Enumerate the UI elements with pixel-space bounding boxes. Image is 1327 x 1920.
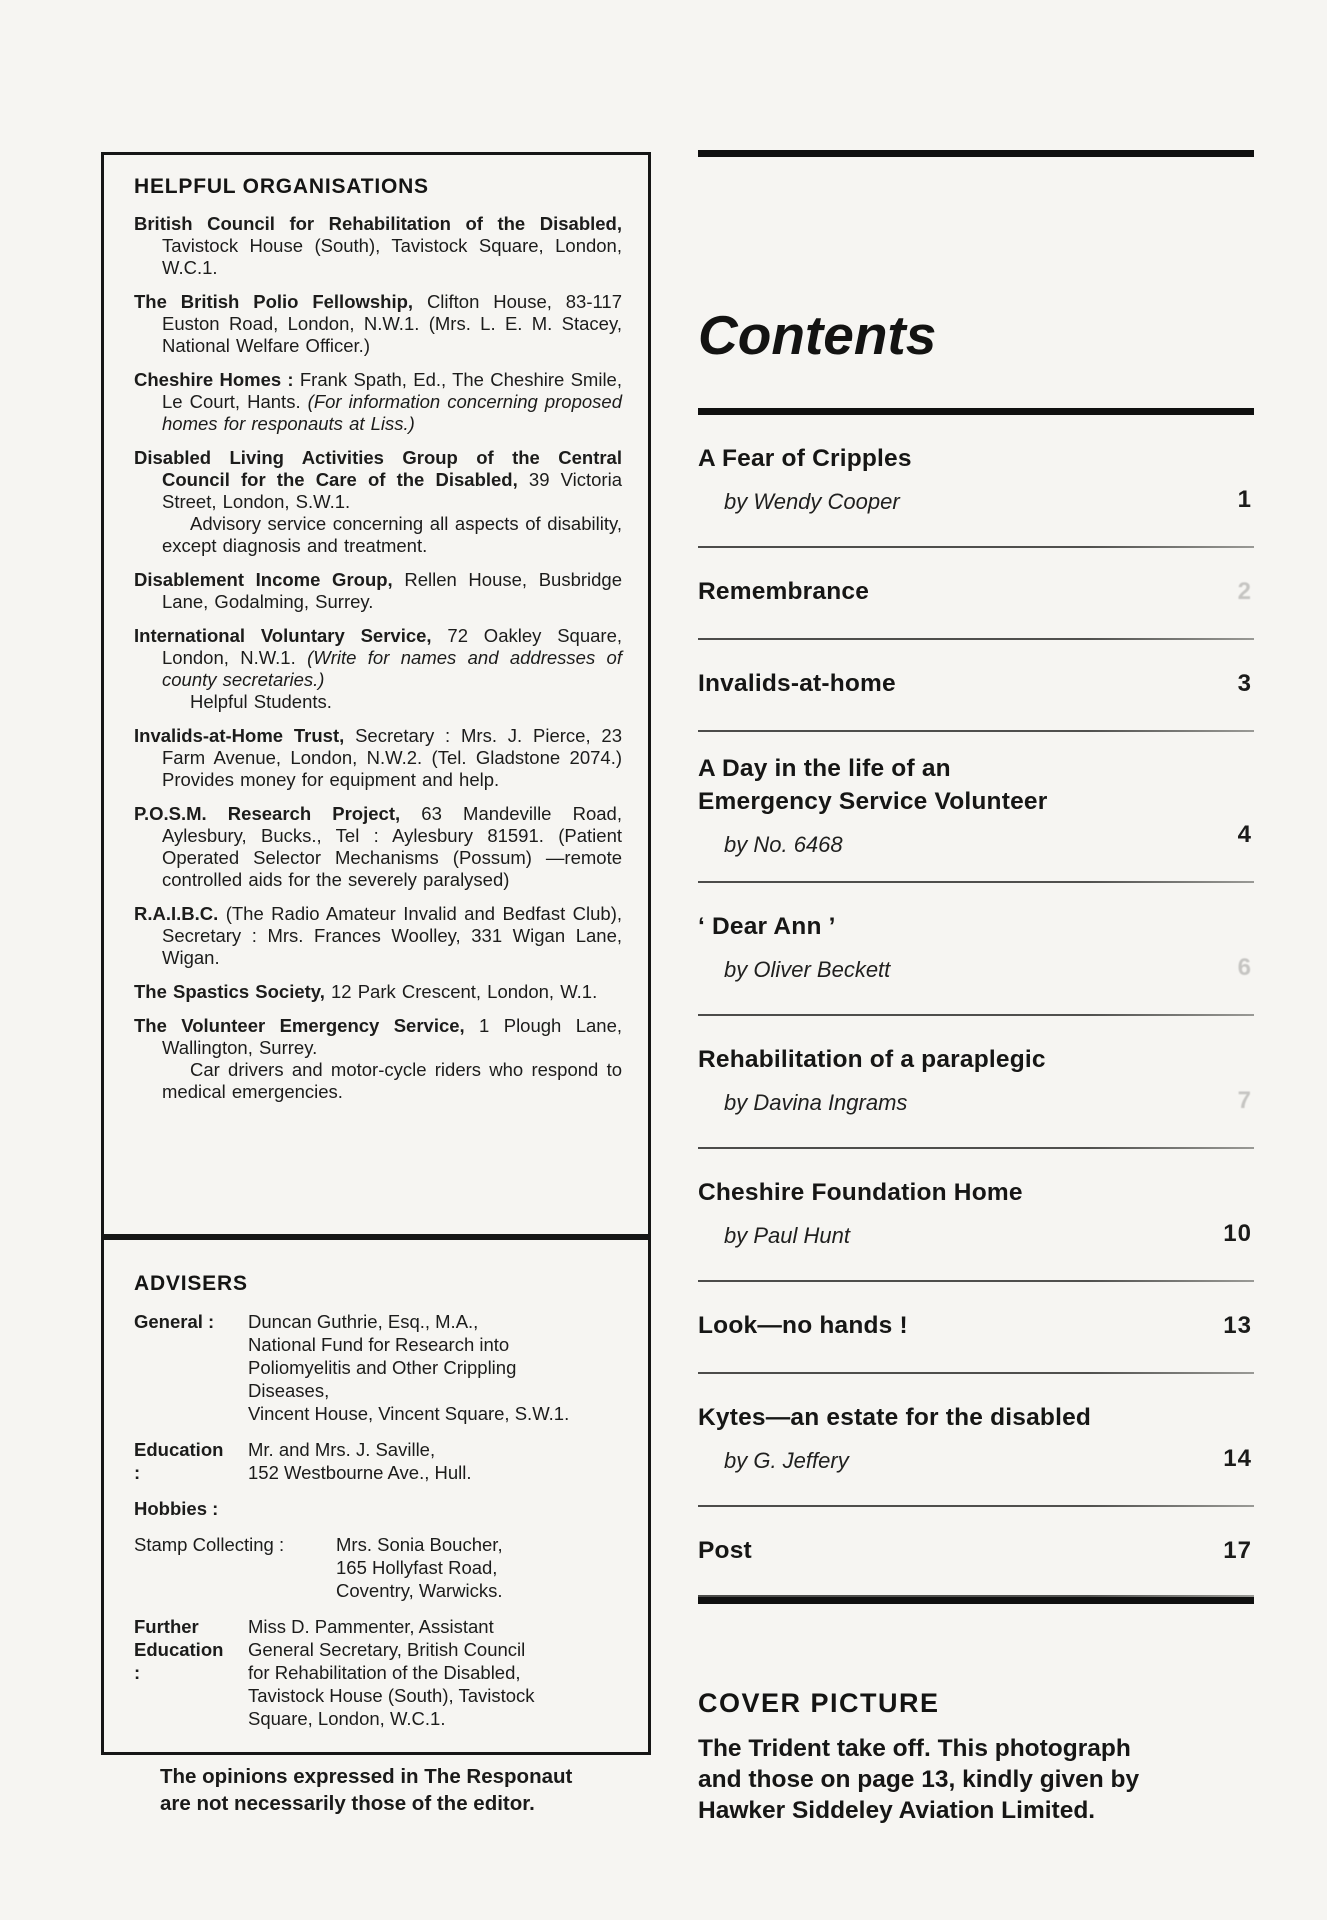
organisation-text (134, 803, 622, 891)
adviser-role-label (134, 1615, 234, 1730)
adviser-row (134, 1438, 622, 1484)
advisers-list (134, 1310, 622, 1730)
organisation-detail: Frank Spath, Ed., The Cheshire Smile, Le Court, Hants. (162, 369, 622, 412)
organisation-text (134, 447, 622, 513)
organisation-detail: 72 Oakley Square, London, N.W.1. (162, 625, 622, 668)
organisation-detail: Tavistock House (South), Tavistock Square, London, W.C.1. (162, 235, 622, 278)
toc-entry-title: A Day in the life of an (698, 755, 951, 782)
organisation-entry (134, 291, 622, 357)
toc-entry (698, 548, 1254, 640)
adviser-row (134, 1533, 622, 1602)
adviser-detail-line: Coventry, Warwicks. (336, 1580, 503, 1601)
organisation-detail: 63 Mandeville Road, Aylesbury, Bucks., Tel : Aylesbury 81591. (Patient Operated Selector Mechanisms (Possum) —remote controlled aids for the severely paralysed) (162, 803, 622, 890)
editor-disclaimer-line: The opinions expressed in The Responaut (160, 1765, 573, 1788)
organisation-entry (134, 369, 622, 435)
organisation-entry (134, 625, 622, 713)
organisation-text (134, 1015, 622, 1059)
adviser-role-line: Hobbies : (134, 1498, 219, 1519)
organisation-name: The Volunteer Emergency Service, (134, 1015, 465, 1036)
organisation-entry (134, 981, 622, 1003)
top-rule (698, 150, 1254, 157)
organisation-detail: Secretary : Mrs. J. Pierce, 23 Farm Avenue, London, N.W.2. (Tel. Gladstone 2074.) Provides money for equipment and help. (162, 725, 622, 790)
organisation-name: Invalids-at-Home Trust, (134, 725, 345, 746)
organisation-name: International Voluntary Service, (134, 625, 432, 646)
contents-title: Contents (698, 304, 937, 366)
toc-entry (698, 1282, 1254, 1374)
toc-entry-page-number: 10 (1223, 1220, 1252, 1247)
organisation-detail: (Write for names and addresses of county secretaries.) (162, 647, 622, 690)
organisation-detail: 1 Plough Lane, Wallington, Surrey. (162, 1015, 622, 1058)
organisation-name: The Spastics Society, (134, 981, 325, 1002)
adviser-detail-line: Mr. and Mrs. J. Saville, (248, 1439, 436, 1460)
organisation-text (134, 213, 622, 279)
toc-entry-author: by Paul Hunt (724, 1223, 850, 1248)
toc-entry-title: Post (698, 1537, 752, 1564)
organisation-entry (134, 213, 622, 279)
organisation-text (134, 725, 622, 791)
adviser-details (248, 1438, 622, 1484)
organisation-text (134, 903, 622, 969)
adviser-detail-line: General Secretary, British Council (248, 1639, 526, 1660)
organisation-detail: (The Radio Amateur Invalid and Bedfast Club), Secretary : Mrs. Frances Woolley, 331 Wigan Lane, Wigan. (162, 903, 622, 968)
adviser-detail-line: 165 Hollyfast Road, (336, 1557, 498, 1578)
adviser-details (248, 1497, 622, 1520)
organisation-detail: Rellen House, Busbridge Lane, Godalming, Surrey. (162, 569, 622, 612)
adviser-row (134, 1615, 622, 1730)
toc-entry-title: ‘ Dear Ann ’ (698, 913, 836, 940)
cover-picture-section (698, 1688, 1254, 1826)
organisation-text (134, 691, 622, 713)
adviser-role-line: Further (134, 1616, 199, 1637)
toc-entry-author: by No. 6468 (724, 832, 843, 857)
toc-entry (698, 415, 1254, 548)
toc-entry (698, 640, 1254, 732)
adviser-role-line: Education : (134, 1439, 224, 1483)
organisation-text (134, 569, 622, 613)
organisation-name: Disabled Living Activities Group of the Central Council for the Care of the Disabled, (134, 447, 622, 490)
organisation-text (134, 291, 622, 357)
adviser-detail-line: 152 Westbourne Ave., Hull. (248, 1462, 472, 1483)
organisation-entry (134, 725, 622, 791)
organisation-entry (134, 1015, 622, 1103)
toc-entry-page-number: 1 (1237, 486, 1252, 513)
organisation-detail: Car drivers and motor-cycle riders who respond to medical emergencies. (162, 1059, 622, 1102)
contents-column (698, 150, 1254, 1826)
organisation-entry (134, 569, 622, 613)
toc-entry-title: Invalids-at-home (698, 670, 896, 697)
toc-entry-title: Emergency Service Volunteer (698, 788, 1048, 815)
adviser-detail-line: Tavistock House (South), Tavistock (248, 1685, 535, 1706)
adviser-row (134, 1310, 622, 1425)
organisation-name: Disablement Income Group, (134, 569, 393, 590)
adviser-detail-line: National Fund for Research into (248, 1334, 510, 1355)
editor-disclaimer (160, 1763, 572, 1817)
cover-caption-line: and those on page 13, kindly given by (698, 1766, 1140, 1793)
cover-caption-line: The Trident take off. This photograph (698, 1735, 1131, 1762)
adviser-detail-line: for Rehabilitation of the Disabled, (248, 1662, 521, 1683)
organisation-detail: 12 Park Crescent, London, W.1. (324, 981, 598, 1002)
cover-caption-line: Hawker Siddeley Aviation Limited. (698, 1797, 1096, 1824)
adviser-detail-line: Poliomyelitis and Other Crippling (248, 1357, 517, 1378)
toc-entry-title: Kytes—an estate for the disabled (698, 1404, 1092, 1431)
adviser-role-line: Stamp Collecting : (134, 1534, 285, 1555)
adviser-details (336, 1533, 622, 1602)
adviser-detail-line: Square, London, W.C.1. (248, 1708, 446, 1729)
organisation-entry (134, 903, 622, 969)
adviser-detail-line: Vincent House, Vincent Square, S.W.1. (248, 1403, 570, 1424)
adviser-role-label (134, 1310, 234, 1425)
organisation-name: P.O.S.M. Research Project, (134, 803, 401, 824)
organisation-name: The British Polio Fellowship, (134, 291, 414, 312)
organisation-detail: Advisory service concerning all aspects of disability, except diagnosis and treatment. (162, 513, 622, 556)
toc-entry-author: by G. Jeffery (724, 1448, 849, 1473)
toc-entry (698, 1149, 1254, 1282)
table-of-contents (698, 415, 1254, 1597)
toc-entry-author: by Wendy Cooper (724, 489, 900, 514)
organisation-detail: (For information concerning proposed homes for responauts at Liss.) (162, 391, 622, 434)
toc-entry (698, 1507, 1254, 1597)
adviser-row (134, 1497, 622, 1520)
organisation-detail: Clifton House, 83-117 Euston Road, London, N.W.1. (Mrs. L. E. M. Stacey, National Welfare Officer.) (162, 291, 622, 356)
toc-entry-title: Remembrance (698, 578, 870, 605)
toc-entry-title: Look—no hands ! (698, 1312, 908, 1339)
advisers-heading: ADVISERS (134, 1272, 248, 1295)
organisation-detail: Helpful Students. (190, 691, 332, 712)
toc-entry-page-number: 14 (1223, 1445, 1252, 1472)
bottom-rule (698, 1597, 1254, 1604)
adviser-role-line: Education : (134, 1639, 224, 1683)
toc-entry-page-number: 17 (1223, 1537, 1252, 1564)
organisation-name: Cheshire Homes : (134, 369, 294, 390)
toc-entry (698, 732, 1254, 883)
toc-entry-page-number: 3 (1237, 670, 1252, 697)
title-rule (698, 408, 1254, 415)
toc-entry-author: by Oliver Beckett (724, 957, 891, 982)
organisation-name: British Council for Rehabilitation of the Disabled, (134, 213, 622, 234)
organisation-detail: 39 Victoria Street, London, S.W.1. (162, 469, 622, 512)
adviser-details (248, 1310, 622, 1425)
toc-entry (698, 883, 1254, 1016)
toc-entry (698, 1374, 1254, 1507)
helpful-organisations-box (101, 152, 651, 1237)
cover-picture-heading: COVER PICTURE (698, 1688, 940, 1718)
adviser-role-label (134, 1497, 234, 1520)
adviser-detail-line: Miss D. Pammenter, Assistant (248, 1616, 494, 1637)
toc-entry-page-number: 2 (1237, 578, 1252, 605)
toc-entry-page-number: 13 (1223, 1312, 1252, 1339)
organisation-entry (134, 447, 622, 557)
adviser-detail-line: Diseases, (248, 1380, 330, 1401)
organisation-text (134, 513, 622, 557)
helpful-organisations-heading: HELPFUL ORGANISATIONS (134, 175, 429, 198)
organisation-entry (134, 803, 622, 891)
toc-entry-page-number: 7 (1237, 1087, 1252, 1114)
cover-picture-caption (698, 1733, 1254, 1826)
adviser-role-label (134, 1438, 234, 1484)
toc-entry-title: Rehabilitation of a paraplegic (698, 1046, 1046, 1073)
adviser-role-label (134, 1533, 322, 1602)
adviser-details (248, 1615, 622, 1730)
adviser-detail-line: Mrs. Sonia Boucher, (336, 1534, 503, 1555)
toc-entry (698, 1016, 1254, 1149)
toc-entry-author: by Davina Ingrams (724, 1090, 908, 1115)
organisation-list (134, 213, 622, 1103)
toc-entry-title: A Fear of Cripples (698, 445, 912, 472)
toc-entry-page-number: 6 (1237, 954, 1252, 981)
organisation-text (134, 625, 622, 691)
adviser-role-line: General : (134, 1311, 215, 1332)
editor-disclaimer-line: are not necessarily those of the editor. (160, 1792, 535, 1815)
advisers-box (101, 1237, 651, 1755)
toc-entry-title: Cheshire Foundation Home (698, 1179, 1023, 1206)
adviser-detail-line: Duncan Guthrie, Esq., M.A., (248, 1311, 479, 1332)
organisation-text (134, 981, 622, 1003)
toc-entry-page-number: 4 (1237, 821, 1252, 848)
organisation-text (134, 369, 622, 435)
organisation-text (134, 1059, 622, 1103)
organisation-name: R.A.I.B.C. (134, 903, 219, 924)
